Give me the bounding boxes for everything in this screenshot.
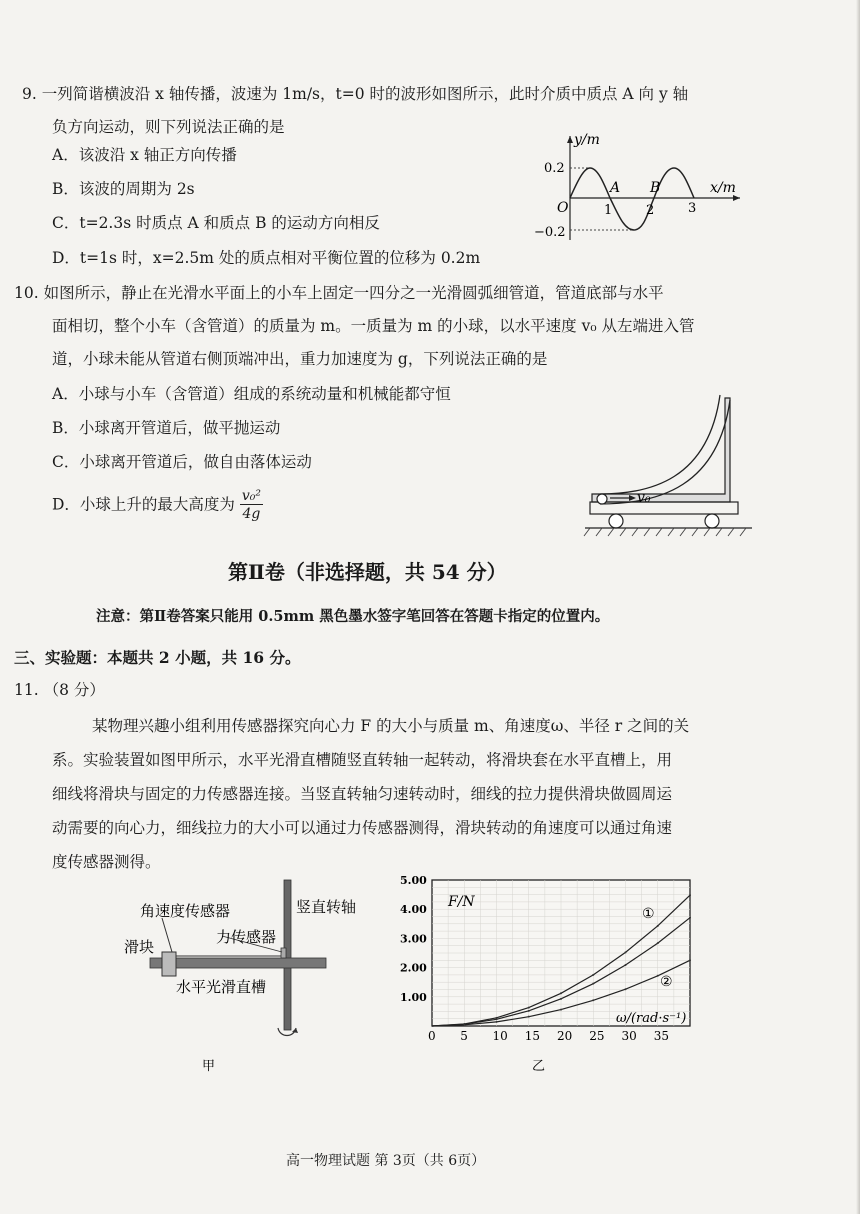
chart-point	[689, 917, 691, 919]
section2-title: 第Ⅱ卷（非选择题，共 54 分）	[228, 560, 507, 584]
chart-point	[528, 1016, 530, 1018]
section2-notice: 注意：第Ⅱ卷答案只能用 0.5mm 黑色墨水签字笔回答在答题卡指定的位置内。	[96, 608, 610, 625]
q10-stem-line2: 面相切，整个小车（含管道）的质量为 m。一质量为 m 的小球，以水平速度 v₀ 从左端进入管	[52, 317, 695, 335]
chart-xlabel: ω/(rad·s⁻¹)	[616, 1011, 687, 1026]
q11-number: 11.	[14, 681, 39, 699]
q10-v0-label: v₀	[637, 490, 651, 506]
q10-stem-line3: 道，小球未能从管道右侧顶端冲出，重力加速度为 g，下列说法正确的是	[52, 350, 548, 368]
q9-stem-text1: 一列简谐横波沿 x 轴传播，波速为 1m/s，t=0 时的波形如图所示，此时介质中质点 A 向 y 轴	[41, 85, 689, 103]
q10-option-c: C．小球离开管道后，做自由落体运动	[52, 453, 312, 471]
q9-number: 9.	[22, 85, 37, 103]
q9-option-d: D．t=1s 时，x=2.5m 处的质点相对平衡位置的位移为 0.2m	[52, 249, 481, 267]
q9-origin-label: O	[557, 200, 569, 216]
q10-frac-num: v₀²	[241, 488, 262, 504]
page-edge	[856, 0, 860, 1214]
q11-score: （8 分）	[43, 681, 105, 699]
chart-point	[592, 983, 594, 985]
q9-xtick-2: 2	[646, 203, 655, 218]
chart-point	[657, 975, 659, 977]
chart-ylabel: F/N	[448, 894, 475, 910]
q9-wave-curve	[570, 168, 697, 230]
q9-xtick-3: 3	[688, 201, 697, 216]
chart-xtick-label: 15	[524, 1029, 541, 1043]
q10-option-d	[52, 488, 263, 523]
fig-yi-chart	[398, 874, 698, 1074]
q10-option-d-text: D．小球上升的最大高度为	[52, 495, 235, 514]
q9-option-a: A．该波沿 x 轴正方向传播	[52, 146, 237, 164]
chart-point	[689, 894, 691, 896]
q10-cart-figure	[580, 390, 755, 540]
q9-point-b: B	[650, 180, 661, 196]
chart-point	[689, 959, 691, 961]
q11-header	[14, 680, 105, 700]
chart-xticks	[428, 1029, 669, 1043]
chart-ytick-label: 5.00	[400, 874, 427, 887]
q9-stem-line2: 负方向运动，则下列说法正确的是	[52, 118, 285, 136]
q9-point-a: A	[610, 180, 621, 196]
chart-ytick-label: 1.00	[400, 990, 427, 1004]
q11-para-line2: 系。实验装置如图甲所示，水平光滑直槽随竖直转轴一起转动，将滑块套在水平直槽上，用	[52, 751, 673, 769]
chart-point	[560, 998, 562, 1000]
fig-jia-caption: 甲	[202, 1059, 216, 1074]
chart-xtick-label: 25	[589, 1029, 605, 1043]
q9-option-c: C．t=2.3s 时质点 A 和质点 B 的运动方向相反	[52, 214, 380, 232]
chart-point	[657, 925, 659, 927]
chart-point	[496, 1018, 498, 1020]
chart-point	[463, 1024, 465, 1026]
chart-point	[528, 1007, 530, 1009]
q9-ytick-neg: −0.2	[534, 225, 566, 240]
q9-wave-figure	[530, 128, 750, 248]
chart-point	[560, 992, 562, 994]
chart-ytick-label: 3.00	[400, 932, 427, 946]
q10-stem-line1	[14, 283, 664, 303]
chart-ytick-label: 4.00	[400, 903, 427, 917]
chart-ytick-label: 2.00	[400, 961, 427, 975]
q11-para-line5: 度传感器测得。	[52, 853, 161, 871]
q9-x-label: x/m	[710, 180, 736, 196]
q10-stem-text1: 如图所示，静止在光滑水平面上的小车上固定一四分之一光滑圆弧细管道，管道底部与水平	[43, 284, 664, 302]
q11-para-line1: 某物理兴趣小组利用传感器探究向心力 F 的大小与质量 m、角速度ω、半径 r 之间的关	[92, 717, 690, 735]
q9-stem-line1	[22, 84, 688, 104]
chart-xtick-label: 10	[492, 1029, 508, 1043]
chart-point	[625, 964, 627, 966]
q9-ytick-pos: 0.2	[544, 161, 565, 176]
q9-option-b: B．该波的周期为 2s	[52, 180, 195, 198]
label-groove: 水平光滑直槽	[176, 978, 267, 996]
chart-point	[625, 951, 627, 953]
chart-xtick-label: 20	[557, 1029, 573, 1043]
chart-xtick-label: 5	[460, 1029, 468, 1043]
q10-number: 10.	[14, 284, 39, 302]
label-force-sensor: 力传感器	[216, 928, 277, 946]
chart-xtick-label: 0	[428, 1029, 436, 1043]
chart-yticks	[400, 874, 427, 1004]
chart-point	[592, 999, 594, 1001]
q11-para-line4: 动需要的向心力，细线拉力的大小可以通过力传感器测得，滑块转动的角速度可以通过角速	[52, 819, 673, 837]
chart-series1-label: ①	[642, 906, 655, 922]
part3-heading: 三、实验题：本题共 2 小题，共 16 分。	[14, 648, 301, 667]
chart-xtick-label: 35	[653, 1029, 670, 1043]
chart-xtick-label: 30	[621, 1029, 637, 1043]
chart-point	[496, 1021, 498, 1023]
chart-point	[560, 1009, 562, 1011]
chart-point	[625, 988, 627, 990]
label-vertical-axis: 竖直转轴	[296, 898, 357, 916]
chart-series3-label: ②	[660, 974, 673, 990]
chart-point	[528, 1010, 530, 1012]
q11-para-line3: 细线将滑块与固定的力传感器连接。当竖直转轴匀速转动时，细线的拉力提供滑块做圆周运	[52, 785, 673, 803]
q9-xtick-1: 1	[604, 203, 613, 218]
chart-point	[592, 974, 594, 976]
fig-yi-caption: 乙	[532, 1059, 546, 1074]
q10-option-d-fraction	[240, 488, 263, 523]
fig-jia	[118, 872, 378, 1082]
q10-frac-den: 4g	[242, 506, 261, 522]
q10-option-b: B．小球离开管道后，做平抛运动	[52, 419, 281, 437]
q9-y-label: y/m	[574, 132, 600, 148]
label-slider: 滑块	[124, 938, 155, 956]
label-angular-sensor: 角速度传感器	[140, 902, 231, 920]
q10-option-a: A．小球与小车（含管道）组成的系统动量和机械能都守恒	[52, 385, 451, 403]
chart-point	[657, 942, 659, 944]
page-footer: 高一物理试题 第 3页（共 6页）	[286, 1153, 486, 1169]
